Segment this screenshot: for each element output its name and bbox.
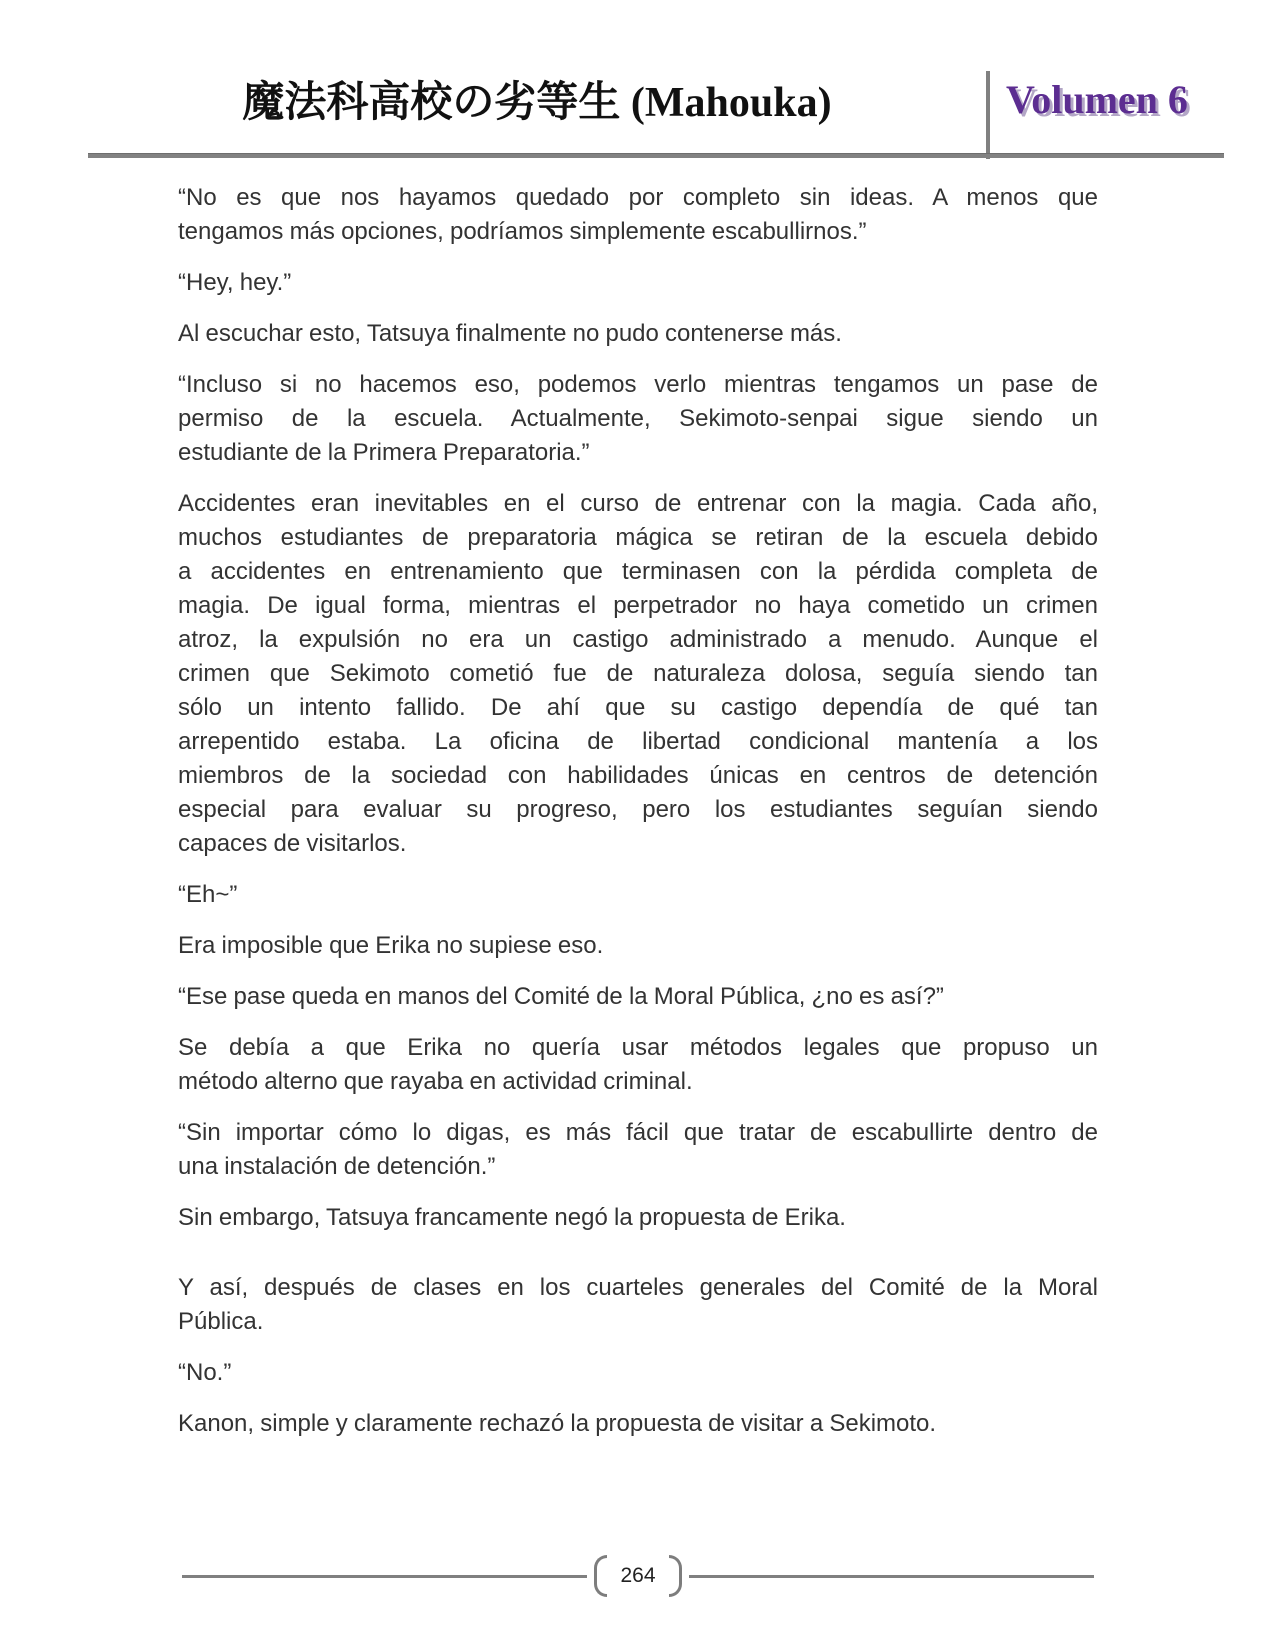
paragraph (178, 980, 1098, 1014)
header-divider (986, 71, 990, 159)
text-line: “Incluso si no hacemos eso, podemos verlo mientras tengamos un pase de (178, 371, 1098, 398)
text-line: arrepentido estaba. La oficina de libertad condicional mantenía a los (178, 728, 1098, 755)
text-line: estudiante de la Primera Preparatoria.” (178, 439, 590, 466)
text-line: Pública. (178, 1308, 264, 1335)
text-line: Y así, después de clases en los cuarteles generales del Comité de la Moral (178, 1274, 1098, 1301)
text-line: atroz, la expulsión no era un castigo administrado a menudo. Aunque el (178, 626, 1098, 653)
text-line: miembros de la sociedad con habilidades únicas en centros de detención (178, 762, 1098, 789)
text-line: capaces de visitarlos. (178, 830, 407, 857)
paragraph (178, 368, 1098, 470)
text-line: Sin embargo, Tatsuya francamente negó la propuesta de Erika. (178, 1204, 846, 1231)
text-line: magia. De igual forma, mientras el perpetrador no haya cometido un crimen (178, 592, 1098, 619)
text-line: método alterno que rayaba en actividad criminal. (178, 1068, 693, 1095)
page-number: 264 (620, 1564, 656, 1587)
page-body (178, 181, 1098, 1458)
text-line: a accidentes en entrenamiento que terminasen con la pérdida completa de (178, 558, 1098, 585)
volume-label: Volumen 6 (1006, 77, 1188, 122)
text-line: una instalación de detención.” (178, 1153, 496, 1180)
text-line: Accidentes eran inevitables en el curso de entrenar con la magia. Cada año, (178, 490, 1098, 517)
text-line: Era imposible que Erika no supiese eso. (178, 932, 604, 959)
paragraph (178, 1116, 1098, 1184)
paragraph (178, 266, 1098, 300)
paragraph (178, 1201, 1098, 1235)
text-line: sólo un intento fallido. De ahí que su castigo dependía de qué tan (178, 694, 1098, 721)
book-title: 魔法科高校の劣等生 (Mahouka) (242, 80, 832, 126)
paragraph (178, 1271, 1098, 1339)
paragraph (178, 929, 1098, 963)
footer-rule-left (182, 1575, 587, 1578)
paragraph (178, 1356, 1098, 1390)
text-line: “Hey, hey.” (178, 269, 292, 296)
text-line: “No es que nos hayamos quedado por completo sin ideas. A menos que (178, 184, 1098, 211)
left-bracket-icon (594, 1555, 607, 1597)
header-rule (88, 153, 1224, 158)
text-line: “Eh~” (178, 881, 238, 908)
paragraph (178, 1031, 1098, 1099)
paragraph (178, 878, 1098, 912)
right-bracket-icon (669, 1555, 682, 1597)
text-line: permiso de la escuela. Actualmente, Sekimoto-senpai sigue siendo un (178, 405, 1098, 432)
text-line: “Sin importar cómo lo digas, es más fácil que tratar de escabullirte dentro de (178, 1119, 1098, 1146)
footer-rule-right (689, 1575, 1094, 1578)
text-line: tengamos más opciones, podríamos simplemente escabullirnos.” (178, 218, 867, 245)
text-line: “Ese pase queda en manos del Comité de la Moral Pública, ¿no es así?” (178, 983, 944, 1010)
text-line: especial para evaluar su progreso, pero los estudiantes seguían siendo (178, 796, 1098, 823)
page-footer (182, 1554, 1094, 1598)
paragraph (178, 317, 1098, 351)
text-line: Kanon, simple y claramente rechazó la propuesta de visitar a Sekimoto. (178, 1410, 937, 1437)
paragraph (178, 1407, 1098, 1441)
text-line: “No.” (178, 1359, 232, 1386)
text-line: muchos estudiantes de preparatoria mágica se retiran de la escuela debido (178, 524, 1098, 551)
text-line: Se debía a que Erika no quería usar métodos legales que propuso un (178, 1034, 1098, 1061)
text-line: Al escuchar esto, Tatsuya finalmente no pudo contenerse más. (178, 320, 842, 347)
paragraph (178, 487, 1098, 861)
text-line: crimen que Sekimoto cometió fue de naturaleza dolosa, seguía siendo tan (178, 660, 1098, 687)
paragraph (178, 181, 1098, 249)
